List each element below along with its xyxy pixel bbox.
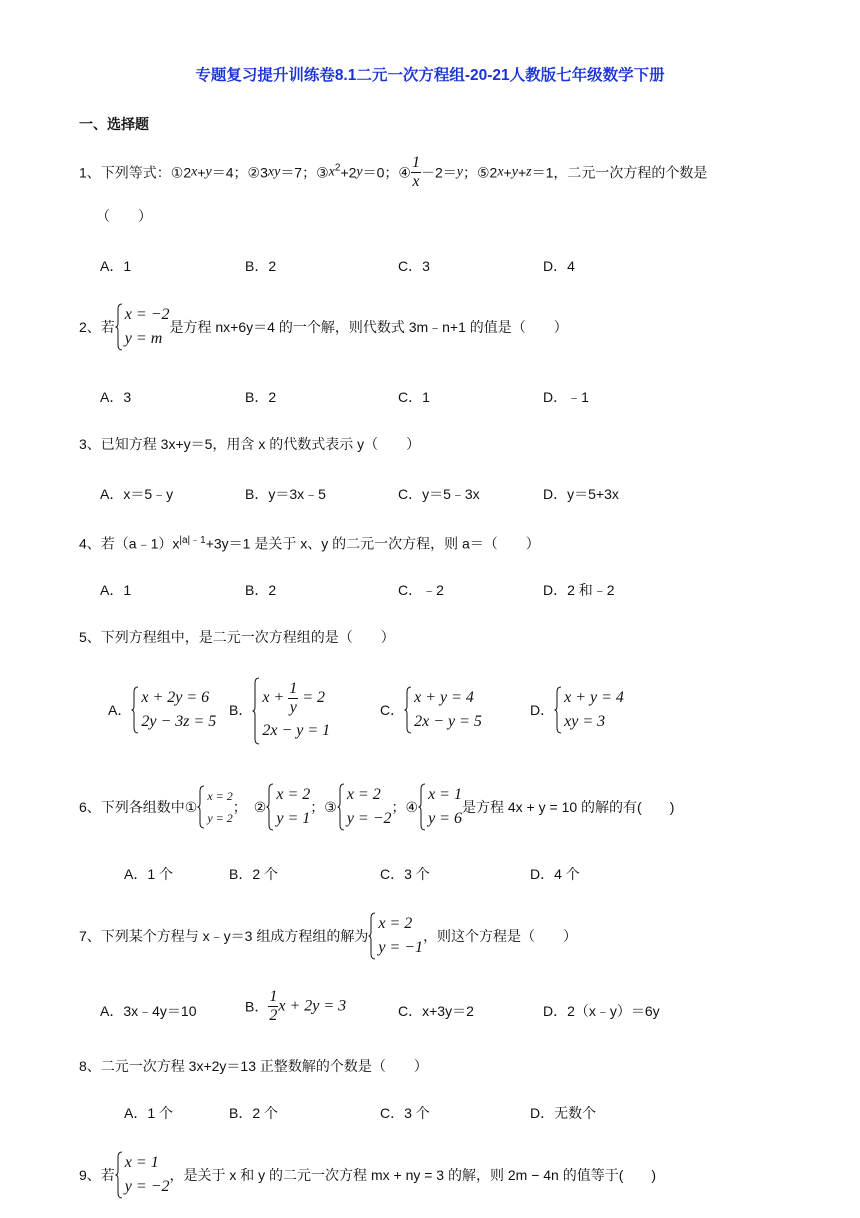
question-3: 3、已知方程 3x+y＝5，用含 x 的代数式表示 y（ ） (79, 436, 421, 452)
option-d: D．2（x﹣y）＝6y (543, 1003, 660, 1019)
option-c: C．1 (398, 389, 430, 405)
question-5: 5、下列方程组中，是二元一次方程组的是（ ） (79, 629, 395, 645)
question-1: 1、下列等式：①2x+y＝4；②3xy＝7；$③x^2+2y=0$；④ $\frac{1}{x}$ －2＝y；⑤2x+y+z＝1，二元一次方程的个数是 (79, 154, 708, 190)
option-b: B．2 个 (229, 1105, 279, 1121)
option-d: D．无数个 (530, 1105, 597, 1121)
question-8: 8、二元一次方程 3x+2y＝13 正整数解的个数是（ ） (79, 1058, 428, 1074)
option-a: A．3 (100, 389, 132, 405)
question-1-paren: （ ） (96, 208, 152, 224)
question-2: 2、若 x = −2 y = m 是方程 nx+6y＝4 的一个解，则代数式 3m﹣n+1 的值是（ ） (79, 303, 568, 351)
option-c: C． x + y = 4 2x − y = 5 (380, 686, 482, 734)
option-d: D． x + y = 4 xy = 3 (530, 686, 624, 734)
option-c: C．3 个 (380, 1105, 430, 1121)
page-title: 专题复习提升训练卷8.1二元一次方程组-20-21人教版七年级数学下册 (195, 67, 665, 84)
option-c: C．y＝5﹣3x (398, 486, 480, 502)
option-b: B．2 (245, 582, 277, 598)
option-b: B． x + $\frac{1}{y}$ = 2 2x − y = 1 (229, 677, 330, 743)
option-b: B．y＝3x﹣5 (245, 486, 326, 502)
option-a: A． x + 2y = 6 2y − 3z = 5 (108, 686, 216, 734)
option-b: B． $\frac{1}{2}$ x + 2y = 3 (245, 988, 347, 1024)
question-7: 7、下列某个方程与 x﹣y＝3 组成方程组的解为 x = 2 y = −1 ，则这个方程是（ ） (79, 912, 577, 960)
option-d: D．y＝5+3x (543, 486, 619, 502)
option-a: A．1 个 (124, 1105, 174, 1121)
option-d: D．2 和﹣2 (543, 582, 615, 598)
option-c: C．﹣2 (398, 582, 444, 598)
equation-system: x = −2 y = m (115, 303, 170, 351)
section-heading: 一、选择题 (79, 116, 149, 132)
option-d: D．4 个 (530, 866, 580, 882)
option-b: B．2 (245, 389, 277, 405)
option-a: A．1 个 (124, 866, 174, 882)
option-c: C．3 个 (380, 866, 430, 882)
option-a: A．x＝5﹣y (100, 486, 174, 502)
question-4: 4、若$(a﹣1)x^{|a|﹣1}+3y=1$ 是关于 x、y 的二元一次方程，则 a＝（ ） (79, 535, 540, 552)
option-a: A．3x﹣4y＝10 (100, 1003, 197, 1019)
question-9: 9、若 x = 1 y = −2 ，是关于 x 和 y 的二元一次方程 mx + ny = 3 的解，则 2m − 4n 的值等于( ) (79, 1151, 656, 1199)
option-d: D．﹣1 (543, 389, 589, 405)
fraction: $\frac{1}{x}$ (411, 154, 420, 190)
option-c: C．x+3y＝2 (398, 1003, 474, 1019)
option-a: A．1 (100, 258, 132, 274)
option-a: A．1 (100, 582, 132, 598)
question-6: 6、下列各组数中① x = 2 y = 2 ； ② x = 2 y = 1 ；③ x = 2 y = −2 ；④ x = 1 y = 6 是方程 4x + y = 10 的解的有( ) (79, 783, 674, 831)
option-d: D．4 (543, 258, 575, 274)
option-c: C．3 (398, 258, 430, 274)
option-b: B．2 个 (229, 866, 279, 882)
option-b: B．2 (245, 258, 277, 274)
